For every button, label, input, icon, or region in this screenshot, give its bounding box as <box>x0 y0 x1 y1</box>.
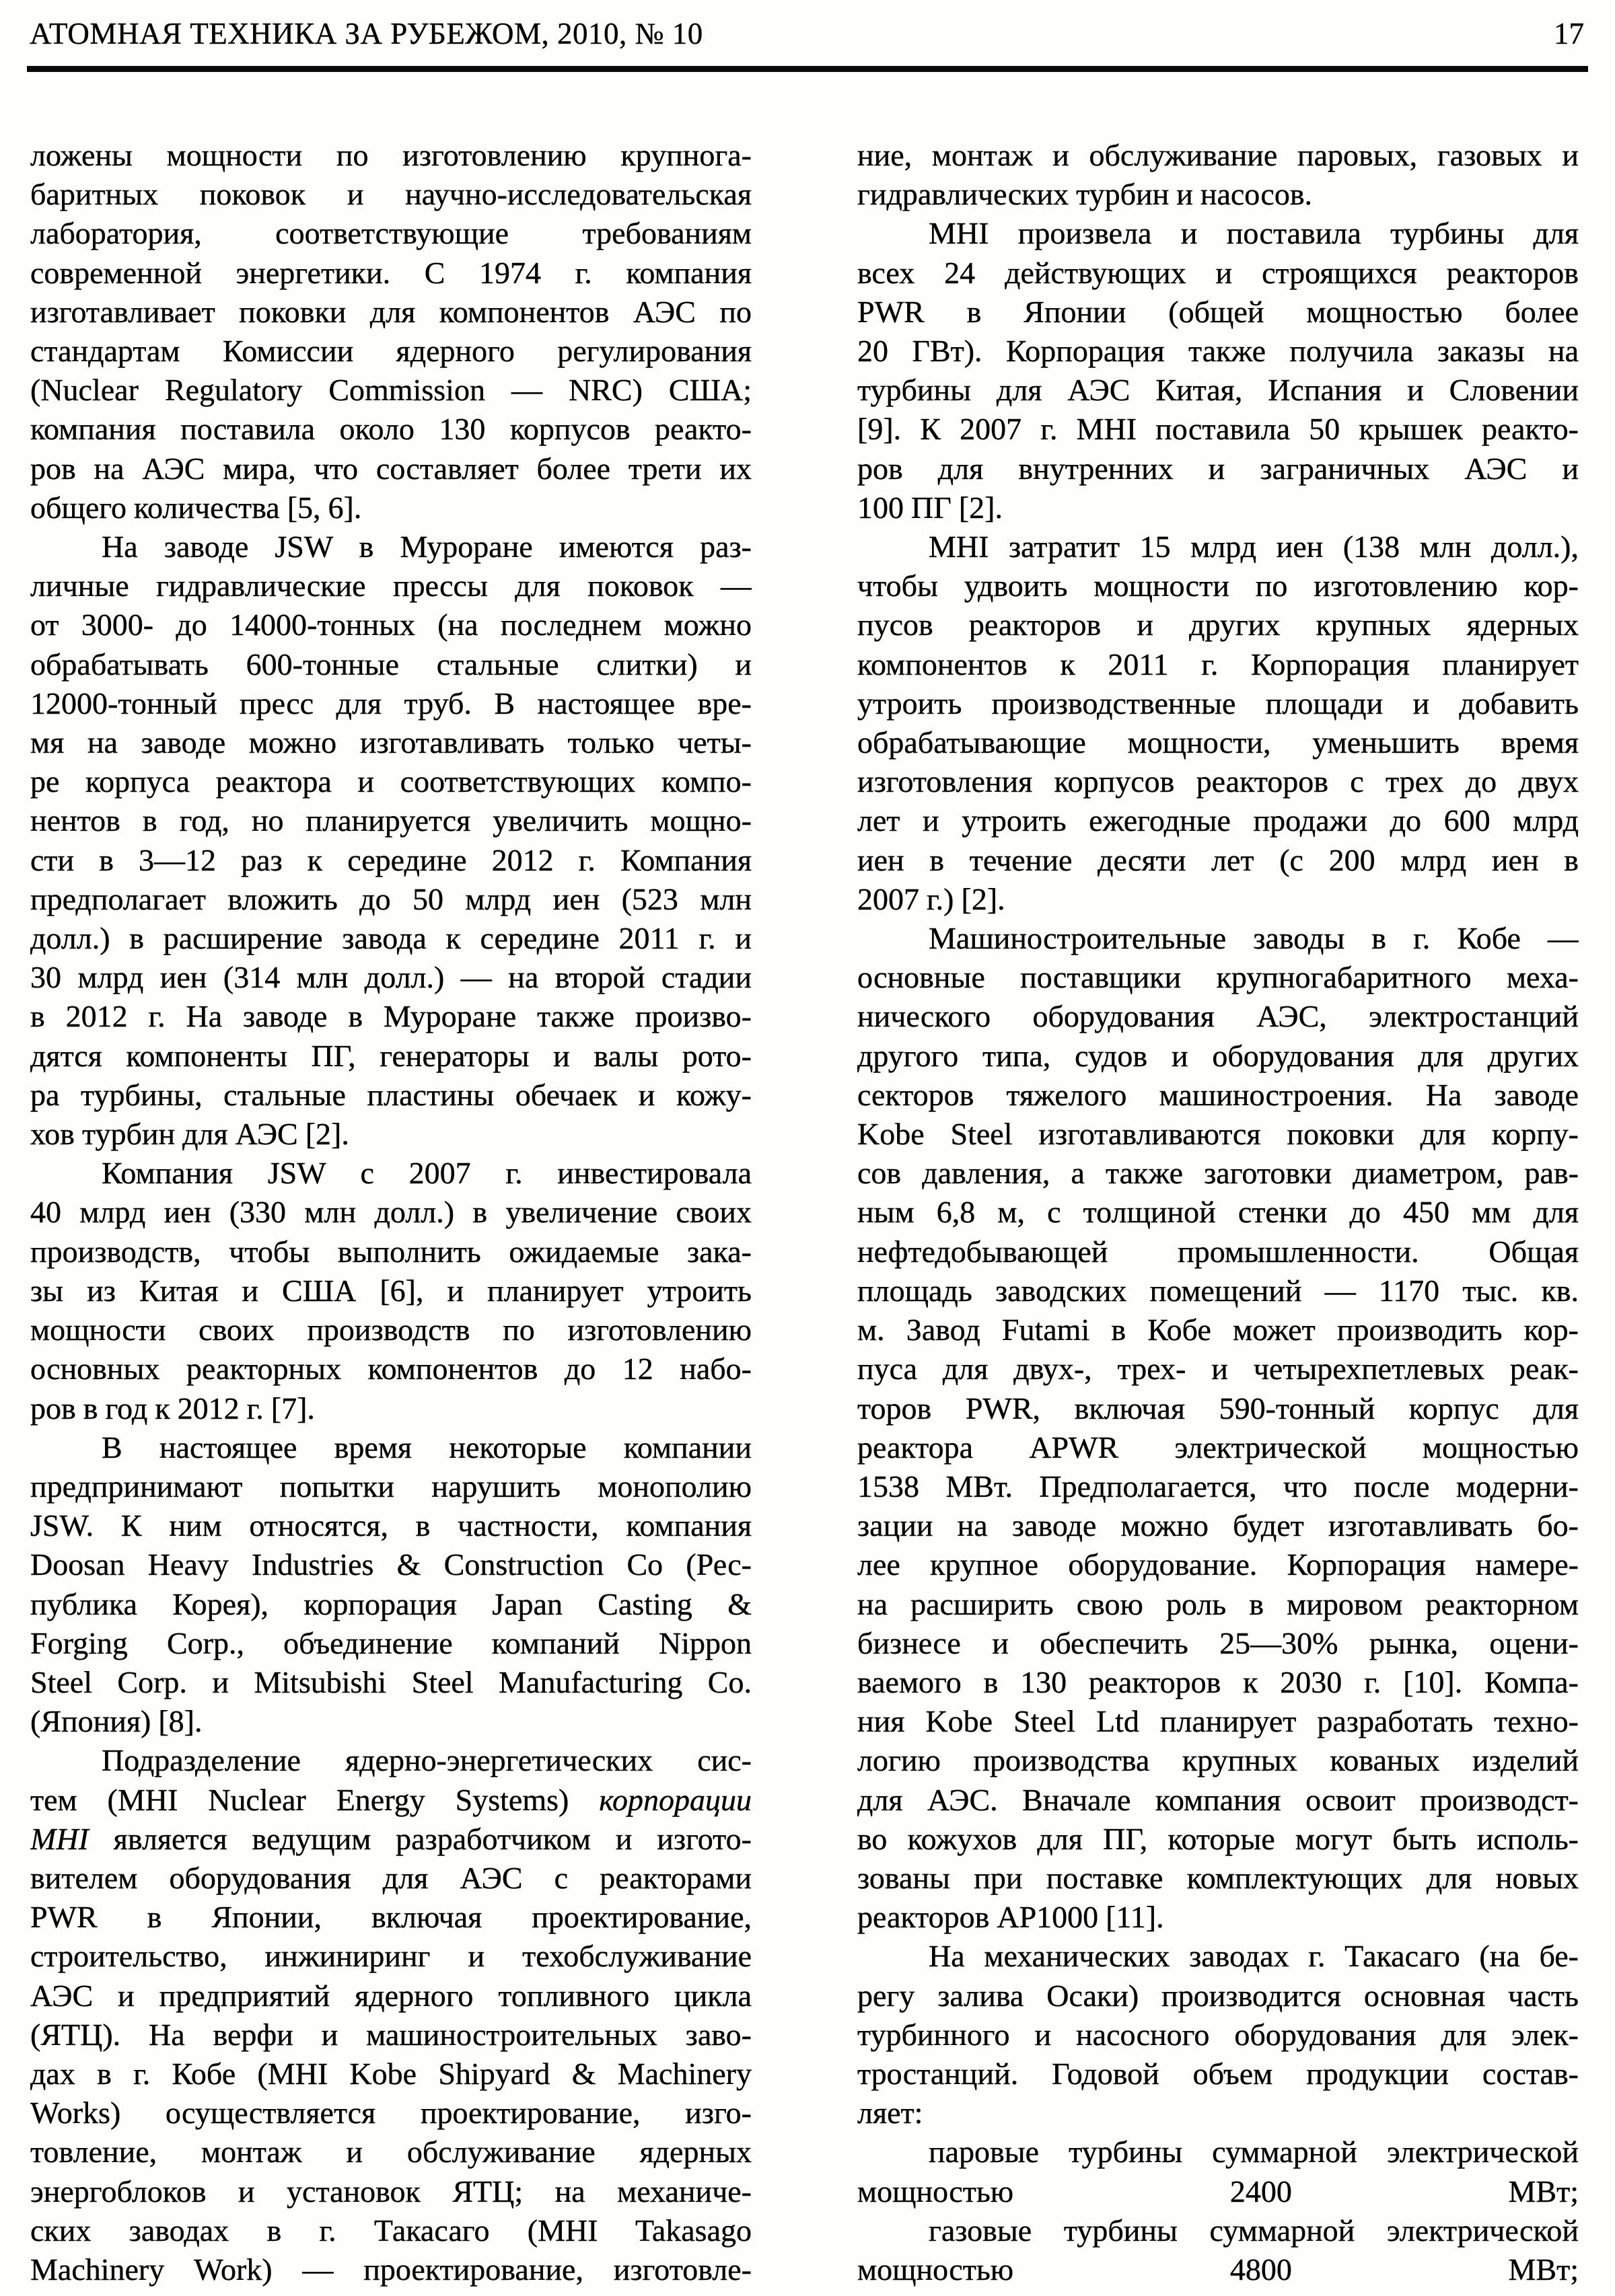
text-line: м. Завод Futami в Кобе может производить кор- <box>857 1312 1579 1347</box>
text-line: Doosan Heavy Industries & Construction Co (Рес- <box>30 1547 752 1582</box>
text-line: АЭС и предприятий ядерного топливного цикла <box>30 1978 752 2013</box>
text-line: лаборатория, соответствующие требованиям <box>30 216 752 251</box>
text-line: долл.) в расширение завода к середине 2011 г. и <box>30 921 752 956</box>
text-line: лет и утроить ежегодные продажи до 600 млрд <box>857 803 1579 838</box>
text-line: ров в год к 2012 г. [7]. <box>30 1391 315 1425</box>
text-line: мощностью 2400 МВт; <box>857 2174 1579 2209</box>
paragraph <box>30 136 752 527</box>
text-line: логию производства крупных кованых изделий <box>857 1743 1579 1778</box>
text-line: ров для внутренних и заграничных АЭС и <box>857 451 1579 486</box>
text-line: лее крупное оборудование. Корпорация намере- <box>857 1547 1579 1582</box>
text-line: зации на заводе можно будет изготавливать бо- <box>857 1508 1579 1543</box>
text-line: 40 млрд иен (330 млн долл.) в увеличение своих <box>30 1195 752 1230</box>
header-rule <box>27 66 1588 72</box>
text-line: ра турбины, стальные пластины обечаек и кожу- <box>30 1077 752 1112</box>
text-line: 12000-тонный пресс для труб. В настоящее вре- <box>30 686 752 720</box>
paragraph <box>30 1428 752 1742</box>
text-line: вителем оборудования для АЭС с реакторами <box>30 1860 752 1895</box>
text-line: предполагает вложить до 50 млрд иен (523 млн <box>30 881 752 916</box>
text-line: 1538 МВт. Предполагается, что после модерни- <box>857 1469 1579 1504</box>
text-line: паровые турбины суммарной электрической <box>929 2135 1579 2170</box>
left-text-column <box>30 136 752 2292</box>
text-line: нентов в год, но планируется увеличить мощно- <box>30 803 752 838</box>
paragraph <box>857 136 1579 214</box>
text-line: другого типа, судов и оборудования для других <box>857 1038 1579 1073</box>
text-line: 2007 г.) [2]. <box>857 881 1005 916</box>
text-line: энергоблоков и установок ЯТЦ; на механиче- <box>30 2174 752 2209</box>
text-line: строительство, инжиниринг и техобслуживание <box>30 1939 752 1974</box>
text-line: ских заводах в г. Такасаго (MHI Takasago <box>30 2213 752 2248</box>
text-line: PWR в Японии (общей мощностью более <box>857 294 1579 329</box>
text-line: реакторов AP1000 [11]. <box>857 1900 1164 1935</box>
text-line: компонентов к 2011 г. Корпорация планирует <box>857 646 1579 681</box>
paragraph <box>30 527 752 1154</box>
paragraph <box>857 527 1579 919</box>
text-line: Компания JSW с 2007 г. инвестировала <box>102 1156 752 1191</box>
text-line: сти в 3—12 раз к середине 2012 г. Компания <box>30 842 752 877</box>
text-line: товление, монтаж и обслуживание ядерных <box>30 2135 752 2170</box>
page-number: 17 <box>1554 17 1584 50</box>
text-line: ния Kobe Steel Ltd планирует разработать техно- <box>857 1704 1579 1739</box>
text-line: Машиностроительные заводы в г. Кобе — <box>929 921 1579 956</box>
text-line: публика Корея), корпорация Japan Casting & <box>30 1586 752 1621</box>
text-line: чтобы удвоить мощности по изготовлению кор- <box>857 568 1579 603</box>
text-line: JSW. К ним относятся, в частности, компания <box>30 1508 752 1543</box>
text-line: нефтедобывающей промышленности. Общая <box>857 1234 1579 1269</box>
text-line: Подразделение ядерно-энергетических сис- <box>102 1743 752 1778</box>
text-line: турбины для АЭС Китая, Испания и Словении <box>857 373 1579 408</box>
text-line: компания поставила около 130 корпусов реакто- <box>30 412 752 447</box>
text-line: ние, монтаж и обслуживание паровых, газовых и <box>857 138 1579 172</box>
text-line: гидравлических турбин и насосов. <box>857 177 1313 212</box>
text-line: На заводе JSW в Муроране имеются раз- <box>102 529 752 564</box>
text-line: На механических заводах г. Такасаго (на бе- <box>929 1939 1579 1974</box>
text-line: предпринимают попытки нарушить монополию <box>30 1469 752 1504</box>
text-line: 20 ГВт). Корпорация также получила заказы на <box>857 334 1579 369</box>
paragraph <box>857 2133 1579 2211</box>
text-line: 100 ПГ [2]. <box>857 490 1003 525</box>
text-line: ным 6,8 м, с толщиной стенки до 450 мм для <box>857 1195 1579 1230</box>
text-line: ре корпуса реактора и соответствующих компо- <box>30 764 752 799</box>
text-line: ваемого в 130 реакторов к 2030 г. [10]. Компа- <box>857 1664 1579 1699</box>
paragraph <box>857 214 1579 527</box>
text-line: обрабатывающие мощности, уменьшить время <box>857 725 1579 760</box>
right-text-column <box>857 136 1579 2292</box>
text-line: основных реакторных компонентов до 12 набо- <box>30 1351 752 1386</box>
text-line: сов давления, а также заготовки диаметром, рав- <box>857 1156 1579 1191</box>
text-line: всех 24 действующих и строящихся реакторов <box>857 255 1579 290</box>
text-line: основные поставщики крупногабаритного меха- <box>857 960 1579 995</box>
text-line: личные гидравлические прессы для поковок — <box>30 568 752 603</box>
text-line: MHI является ведущим разработчиком и изгото- <box>30 1821 752 1856</box>
text-line: Machinery Work) — проектирование, изготовле- <box>30 2252 752 2287</box>
text-line: В настоящее время некоторые компании <box>102 1430 752 1465</box>
text-line: пуса для двух-, трех- и четырехпетлевых реак- <box>857 1351 1579 1386</box>
text-line: ложены мощности по изготовлению крупнога- <box>30 138 752 172</box>
text-line: в 2012 г. На заводе в Муроране также произво- <box>30 999 752 1034</box>
text-line: [9]. К 2007 г. MHI поставила 50 крышек реакто- <box>857 412 1579 447</box>
text-line: мя на заводе можно изготавливать только четы- <box>30 725 752 760</box>
text-line: зованы при поставке комплектующих для новых <box>857 1860 1579 1895</box>
paragraph <box>857 919 1579 1937</box>
text-line: Forging Corp., объединение компаний Nippon <box>30 1625 752 1660</box>
text-line: регу залива Осаки) производится основная часть <box>857 1978 1579 2013</box>
text-line: секторов тяжелого машиностроения. На заводе <box>857 1077 1579 1112</box>
text-line: ляет: <box>857 2096 923 2131</box>
text-line: изготавливает поковки для компонентов АЭС по <box>30 294 752 329</box>
text-line: баритных поковок и научно-исследовательская <box>30 177 752 212</box>
text-line: турбинного и насосного оборудования для элек- <box>857 2017 1579 2052</box>
text-line: MHI затратит 15 млрд иен (138 млн долл.), <box>929 529 1579 564</box>
text-line: общего количества [5, 6]. <box>30 490 362 525</box>
text-line: Kobe Steel изготавливаются поковки для корпу- <box>857 1117 1579 1152</box>
text-line: (Nuclear Regulatory Commission — NRC) США; <box>30 373 752 408</box>
text-line: зы из Китая и США [6], и планирует утроить <box>30 1273 752 1308</box>
text-line: газовые турбины суммарной электрической <box>929 2213 1579 2248</box>
paragraph <box>30 1154 752 1428</box>
text-line: иен в течение десяти лет (с 200 млрд иен в <box>857 842 1579 877</box>
text-line: от 3000- до 14000-тонных (на последнем можно <box>30 607 752 642</box>
text-line: MHI произвела и поставила турбины для <box>929 216 1579 251</box>
text-line: Steel Corp. и Mitsubishi Steel Manufacturing Co. <box>30 1664 752 1699</box>
text-line: дах в г. Кобе (MHI Kobe Shipyard & Machinery <box>30 2056 752 2091</box>
text-line: стандартам Комиссии ядерного регулирования <box>30 334 752 369</box>
paragraph <box>857 2211 1579 2289</box>
text-line: обрабатывать 600-тонные стальные слитки) и <box>30 646 752 681</box>
text-line: тем (MHI Nuclear Energy Systems) корпорации <box>30 1782 752 1817</box>
text-line: ров на АЭС мира, что составляет более трети их <box>30 451 752 486</box>
text-line: тростанций. Годовой объем продукции состав- <box>857 2056 1579 2091</box>
paragraph <box>30 1741 752 2289</box>
text-line: площадь заводских помещений — 1170 тыс. кв. <box>857 1273 1579 1308</box>
text-line: дятся компоненты ПГ, генераторы и валы рото- <box>30 1038 752 1073</box>
text-line: производств, чтобы выполнить ожидаемые зака- <box>30 1234 752 1269</box>
text-line: PWR в Японии, включая проектирование, <box>30 1900 752 1935</box>
text-line: мощности своих производств по изготовлению <box>30 1312 752 1347</box>
text-line: 30 млрд иен (314 млн долл.) — на второй стадии <box>30 960 752 995</box>
text-line: хов турбин для АЭС [2]. <box>30 1117 349 1152</box>
text-line: современной энергетики. С 1974 г. компания <box>30 255 752 290</box>
text-line: во кожухов для ПГ, которые могут быть исполь- <box>857 1821 1579 1856</box>
text-line: Works) осуществляется проектирование, изго- <box>30 2096 752 2131</box>
text-line: нического оборудования АЭС, электростанций <box>857 999 1579 1034</box>
text-line: мощностью 4800 МВт; <box>857 2252 1579 2287</box>
text-line: реактора APWR электрической мощностью <box>857 1430 1579 1465</box>
text-line: утроить производственные площади и добавить <box>857 686 1579 720</box>
text-line: на расширить свою роль в мировом реакторном <box>857 1586 1579 1621</box>
text-line: для АЭС. Вначале компания освоит производст- <box>857 1782 1579 1817</box>
text-line: торов PWR, включая 590-тонный корпус для <box>857 1391 1579 1425</box>
text-line: бизнесе и обеспечить 25—30% рынка, оцени- <box>857 1625 1579 1660</box>
text-line: (ЯТЦ). На верфи и машиностроительных заво- <box>30 2017 752 2052</box>
text-line: изготовления корпусов реакторов с трех до двух <box>857 764 1579 799</box>
journal-title: АТОМНАЯ ТЕХНИКА ЗА РУБЕЖОМ, 2010, № 10 <box>30 17 703 50</box>
text-line: пусов реакторов и других крупных ядерных <box>857 607 1579 642</box>
text-line: (Япония) [8]. <box>30 1704 203 1739</box>
paragraph <box>857 1937 1579 2133</box>
